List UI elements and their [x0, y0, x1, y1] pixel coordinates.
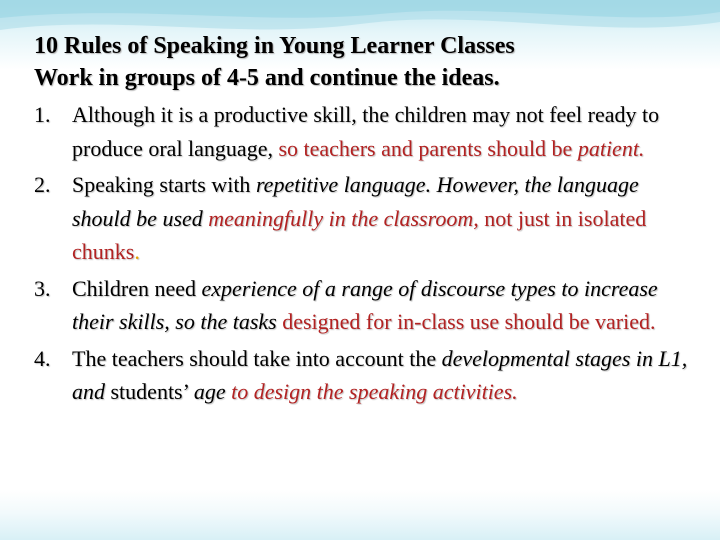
list-item	[34, 272, 694, 339]
rule-4-text	[72, 346, 687, 405]
rules-list	[34, 98, 694, 409]
list-item	[34, 342, 694, 409]
footer-wave-background	[0, 490, 720, 540]
text-segment: Speaking starts with	[72, 172, 256, 197]
list-item	[34, 168, 694, 269]
highlight-segment: so teachers and parents should be	[278, 135, 578, 161]
italic-segment: repetitive language. However, the language should be used	[72, 172, 639, 231]
title-line-1: 10 Rules of Speaking in Young Learner Classes	[34, 33, 515, 59]
title-line-2: Work in groups of 4-5 and continue the ideas.	[34, 65, 500, 91]
list-number: 4.	[34, 345, 51, 371]
italic-segment: experience of a range of discourse types to increase their skills, so the tasks	[72, 275, 658, 334]
text-segment: students’	[110, 379, 194, 404]
highlight-segment: designed for in-class use should be varied.	[282, 309, 656, 334]
list-number: 2.	[34, 172, 51, 197]
italic-segment: developmental stages in L1, and	[72, 345, 688, 404]
slide-title	[34, 30, 694, 94]
rule-2-text	[72, 172, 646, 264]
list-number: 1.	[34, 102, 51, 127]
list-number: 3.	[34, 275, 51, 301]
italic-segment: age	[193, 379, 232, 404]
highlight-segment: to design the speaking activities.	[231, 379, 518, 404]
highlight-segment: patient.	[577, 135, 645, 161]
rule-1-text	[72, 102, 659, 161]
text-segment: Children need	[72, 275, 202, 301]
text-segment: Although it is a productive skill, the children may not feel ready to produce oral language,	[72, 102, 660, 161]
slide-content	[34, 30, 694, 412]
list-item	[34, 98, 694, 165]
period-segment: .	[134, 239, 140, 264]
highlight-segment: meaningfully in the classroom,	[208, 205, 485, 231]
highlight-segment: not just in isolated chunks	[72, 205, 647, 264]
rule-3-text	[72, 276, 658, 335]
text-segment: The teachers should take into account the	[72, 345, 442, 371]
